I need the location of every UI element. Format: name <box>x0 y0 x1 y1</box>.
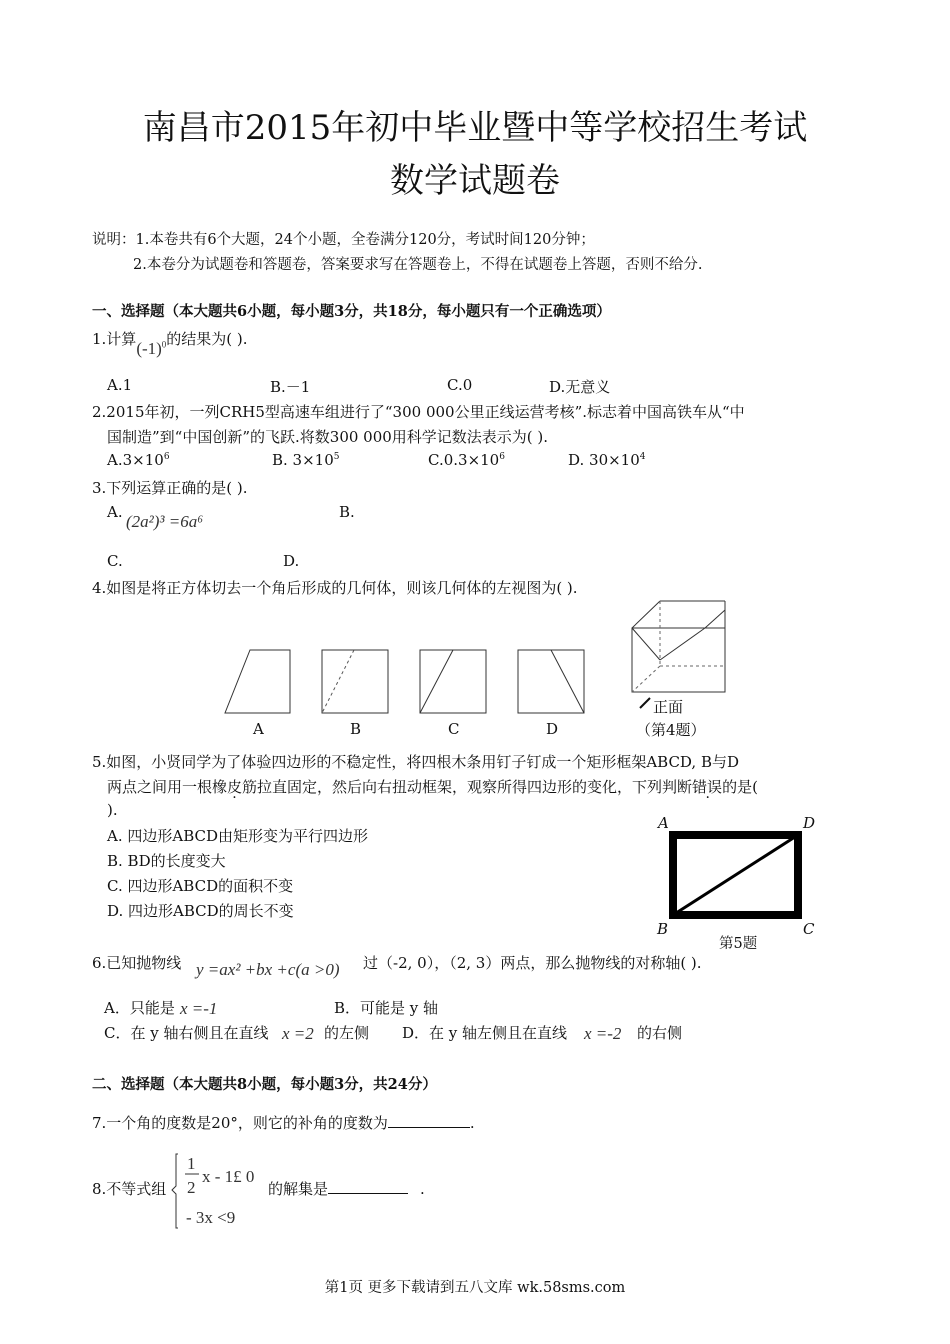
q1-option-c: C.0 <box>447 376 473 394</box>
q1-math-exp: 0 <box>161 339 167 350</box>
q8-ineq2: - 3x <9 <box>186 1208 236 1227</box>
q4-option-c-figure <box>420 650 486 713</box>
q7-answer-blank[interactable] <box>388 1113 470 1128</box>
q5-line2-a: 两点之间用一根 <box>107 778 213 796</box>
q6-option-d-post: 的右侧 <box>637 1024 683 1042</box>
section2-heading: 二、选择题（本大题共8小题，每小题3分，共24分） <box>92 1076 437 1093</box>
q4-view-options <box>220 645 620 717</box>
q5-option-c: C. 四边形ABCD的面积不变 <box>107 877 294 895</box>
q5-vertex-a: A <box>658 814 669 832</box>
q7-end: . <box>469 1114 475 1132</box>
q5-line2-c: 拉直固定，然后向右扭动框架，观察所得四边形的变化，下列判断 <box>257 778 693 796</box>
q4-label-a: A <box>253 720 264 738</box>
q5-vertex-d: D <box>803 814 816 832</box>
q6-option-c-math: x =2 <box>282 1024 314 1043</box>
q5-vertex-b: B <box>657 920 669 938</box>
q2-option-b <box>272 451 340 469</box>
q4-label-b: B <box>350 720 362 738</box>
q2-line2: 国制造”到“中国创新”的飞跃.将数300 000用科学记数法表示为( ). <box>107 428 549 446</box>
q5-caption: 第5题 <box>719 936 758 952</box>
q3-option-b-label: B. <box>339 503 355 521</box>
q4-caption: （第4题） <box>636 721 706 739</box>
q4-cube-figure <box>625 598 735 703</box>
q2-a-exp: 6 <box>163 452 170 462</box>
q6-option-b: B．可能是 y 轴 <box>334 999 439 1017</box>
q7-stem <box>92 1112 475 1133</box>
q5-option-b: B. BD的长度变大 <box>107 852 226 870</box>
page-footer: 第1页 更多下载请到五八文库 wk.58sms.com <box>324 1280 626 1296</box>
q5-line2-e: 的是( <box>722 778 758 796</box>
q8-end: . <box>420 1180 425 1198</box>
q5-emphasis-wrong: 错误 <box>692 778 723 796</box>
q2-b-base: B. 3×10 <box>272 451 334 469</box>
q8-frac-bar <box>185 1173 199 1176</box>
note-1: 说明：1.本卷共有6个大题，24个小题，全卷满分120分，考试时间120分钟； <box>92 232 595 248</box>
q3-option-c-label: C. <box>107 552 123 570</box>
q2-c-base: C.0.3×10 <box>428 451 500 469</box>
q2-option-c <box>428 451 505 469</box>
q1-option-d: D.无意义 <box>549 378 611 396</box>
q1-option-a: A.1 <box>107 376 133 394</box>
q5-vertex-c: C <box>803 920 815 938</box>
q2-d-exp: 4 <box>639 452 646 462</box>
q2-line1: 2.2015年初，一列CRH5型高速车组进行了“300 000公里正线运营考核”.标志着中国高铁车从“中 <box>92 403 745 421</box>
q7-text: 7.一个角的度数是20°，则它的补角的度数为 <box>92 1114 388 1132</box>
q6-pre: 6.已知抛物线 <box>92 954 182 972</box>
q8-answer-blank[interactable] <box>328 1179 408 1194</box>
q2-d-base: D. 30×10 <box>568 451 640 469</box>
paper-title-line1: 南昌市2015年初中毕业暨中等学校招生考试 <box>142 108 808 148</box>
q4-label-c: C <box>448 720 460 738</box>
q3-option-d-label: D. <box>283 552 300 570</box>
q8-post <box>268 1178 425 1199</box>
q3-option-a-label: A. <box>107 503 123 521</box>
q8-frac-num: 1 <box>187 1154 196 1173</box>
q5-line1: 5.如图，小贤同学为了体验四边形的不稳定性，将四根木条用钉子钉成一个矩形框架ABCD, B与D <box>92 753 740 771</box>
q8-frac-den: 2 <box>187 1178 196 1197</box>
q4-front-label: 正面 <box>653 698 684 716</box>
q1-stem <box>92 328 248 358</box>
q2-a-base: A.3×10 <box>107 451 164 469</box>
q4-label-d: D <box>546 720 559 738</box>
q2-option-d <box>568 451 646 469</box>
q6-math: y =ax² +bx +c(a >0) <box>196 960 340 979</box>
q6-post: 过（-2, 0），（2, 3）两点，那么抛物线的对称轴( ). <box>363 954 702 972</box>
q1-pre: 1.计算 <box>92 330 137 348</box>
q6-option-c-post: 的左侧 <box>324 1024 370 1042</box>
front-arrow-icon <box>638 696 652 710</box>
q3-option-a-math: (2a²)³ =6a⁶ <box>126 512 204 531</box>
q8-post-text: 的解集是 <box>268 1180 329 1198</box>
q2-option-a <box>107 451 170 469</box>
q5-option-a: A. 四边形ABCD由矩形变为平行四边形 <box>107 827 369 845</box>
q1-option-b: B.－1 <box>270 378 311 396</box>
q4-option-b-figure <box>322 650 388 713</box>
q8-ineq1: x - 1£ 0 <box>202 1167 255 1186</box>
paper-title-line2: 数学试题卷 <box>390 161 560 201</box>
q1-post: 的结果为( ). <box>166 330 248 348</box>
section1-heading: 一、选择题（本大题共6小题，每小题3分，共18分，每小题只有一个正确选项） <box>92 303 611 320</box>
note-2: 2.本卷分为试题卷和答题卷，答案要求写在答题卷上，不得在试题卷上答题，否则不给分. <box>133 257 703 273</box>
q4-stem: 4.如图是将正方体切去一个角后形成的几何体，则该几何体的左视图为( ). <box>92 579 578 597</box>
q6-option-d-math: x =-2 <box>584 1024 622 1043</box>
q5-emphasis-rubber-band: 橡皮筋 <box>212 778 258 796</box>
q3-stem: 3.下列运算正确的是( ). <box>92 479 248 497</box>
q1-math <box>136 339 166 358</box>
q5-line2 <box>107 776 758 797</box>
q5-option-d: D. 四边形ABCD的周长不变 <box>107 902 294 920</box>
q4-option-d-figure <box>518 650 584 713</box>
q6-option-c-text: C．在 y 轴右侧且在直线 <box>104 1024 269 1042</box>
q8-pre: 8.不等式组 <box>92 1180 167 1198</box>
q2-b-exp: 5 <box>333 452 340 462</box>
q6-option-d-text: D．在 y 轴左侧且在直线 <box>402 1024 568 1042</box>
q1-math-base: (-1) <box>136 339 162 358</box>
q5-rectangle-figure <box>668 830 803 920</box>
q5-line3: ). <box>107 801 118 819</box>
q4-option-a-figure <box>225 650 290 713</box>
brace-icon <box>170 1152 182 1232</box>
q2-c-exp: 6 <box>499 452 505 462</box>
q6-option-a-math: x =-1 <box>180 999 218 1018</box>
q6-option-a-text: A．只能是 <box>104 999 175 1017</box>
